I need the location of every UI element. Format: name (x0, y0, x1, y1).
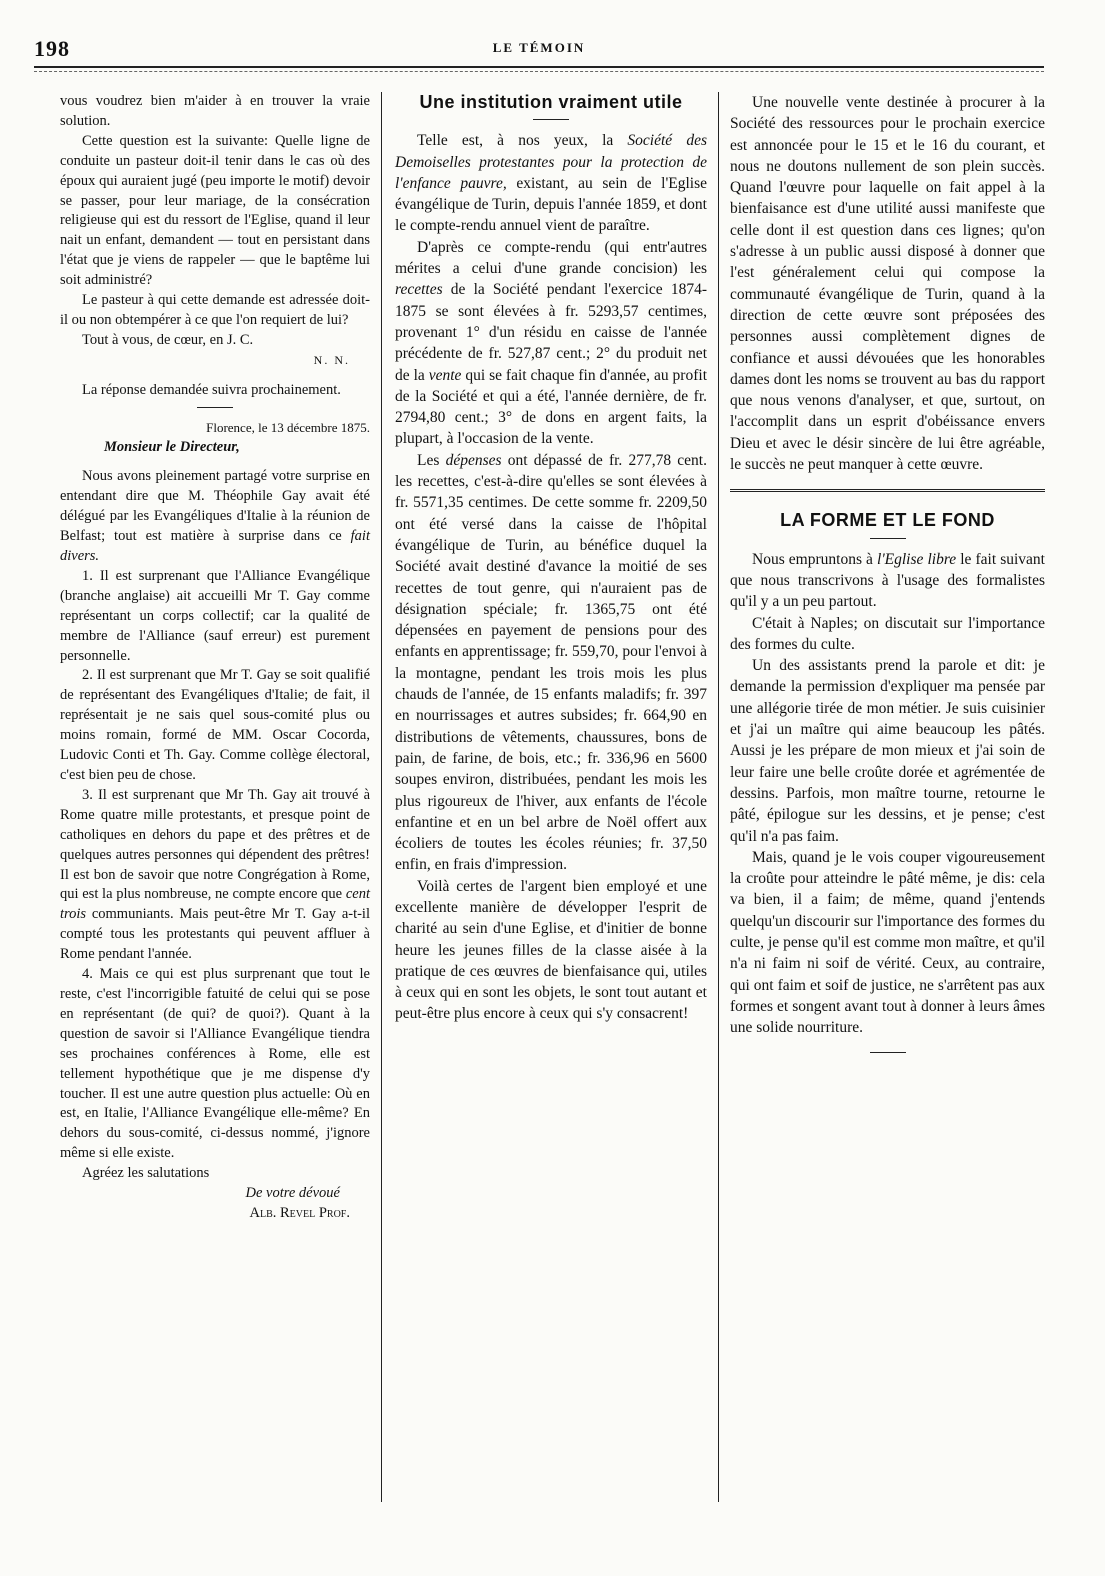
letter-salutation: Monsieur le Directeur, (104, 438, 240, 455)
paragraph: 4. Mais ce qui est plus surprenant que tout le reste, c'est l'incorrigible fatuité de celui qui se pose en représentant (de qui? de quoi?). Quant à la question de savoir si l'Alliance Evangélique tiendra ses prochaines conférences à Rome, elle est tellement hypothétique que je me dispense d'y toucher. Il est une autre question plus actuelle: Où en est, en Italie, l'Alliance Evangélique elle-même? En dehors du sous-comité, ci-dessus nommé, j'ignore même si elle existe. (60, 966, 370, 1162)
column-divider (381, 92, 382, 1502)
article-title: Une institution vraiment utile (419, 92, 683, 112)
letter-closing: De votre dévoué (245, 1185, 340, 1202)
paragraph: Mais, quand je le vois couper vigoureusement la croûte pour atteindre le pâté même, je dis: cela va bien, il a faim; de même, quand j'entends quelqu'un discourir sur l'importance des formes du culte, je pense qu'il est comme mon maître, et qu'il n'a ni faim ni soif de vérité. Ceux, au contraire, qui ont faim et soif de justice, ne s'arrêtent pas aux formes et songent avant tout à donner à leurs âmes une solide nourriture. (730, 848, 1045, 1037)
paragraph: Le pasteur à qui cette demande est adressée doit-il ou non obtempérer à ce que l'on requiert de lui? (60, 292, 370, 328)
separator (870, 538, 906, 539)
article-title: LA FORME ET LE FOND (780, 510, 995, 531)
paragraph: vous voudrez bien m'aider à en trouver la vraie solution. (60, 93, 370, 129)
journal-title: LE TÉMOIN (492, 40, 586, 55)
paragraph: Les dépenses ont dépassé de fr. 277,78 cent. les recettes, c'est-à-dire qu'elles se sont élevées à fr. 5571,35 centimes. De cette somme fr. 2209,50 ont été versé dans la caisse de l'hôpital évangélique de Turin, au bénéfice duquel la Société avait destiné d'avance la moitié de ses recettes de tout genre, qui n'auraient pas de désignation spéciale; fr. 1365,75 ont été dépensées en payement de pensions pour des enfants en apprentissage; fr. 559,70, pour l'envoi à la montagne, pendant les trois mois les plus chauds de l'année, de 15 enfants maladifs; fr. 397 en nourrissages et autres subsides; fr. 664,90 en distributions de vêtements, chaussures, bons de pain, de farine, de bois, etc.; fr. 336,96 en 5600 soupes environ, distribuées, pendant les mois les plus rigoureux de l'hiver, aux enfants de l'école enfantine et en un bel arbre de Noël offert aux écoliers de toutes les écoles réunies; fr. 37,50 enfin, en frais d'impression. (395, 451, 707, 874)
letter-signature: Alb. Revel Prof. (249, 1204, 350, 1221)
header-rule (34, 66, 1044, 72)
separator (870, 1052, 906, 1053)
separator (533, 119, 569, 120)
column-left (60, 92, 370, 1224)
paragraph: Voilà certes de l'argent bien employé et une excellente manière de développer l'esprit de charité au sein d'une Eglise, et d'initier de bonne heure les jeunes filles de la classe aisée à la pratique de ces œuvres de bienfaisance qui, utiles à ceux qui en sont les objets, le sont tout autant et peut-être plus encore à ceux qui s'y consacrent! (395, 877, 707, 1023)
paragraph: Cette question est la suivante: Quelle ligne de conduite un pasteur doit-il tenir dans le cas où des époux qui auraient jugé (peu importe le motif) devoir se passer, pour leur mariage, de la consécration religieuse qui est du ressort de l'Eglise, quand il leur nait un enfant, demandent — tout en persistant dans l'état que je viens de rappeler — que le baptême lui soit administré? (60, 132, 370, 289)
paragraph: 3. Il est surprenant que Mr Th. Gay ait trouvé à Rome quatre mille protestants, et presque point de catholiques en dehors du pape et des prêtres et de quelques autres personnes qui dépendent des prêtres! Il est bon de savoir que notre Congrégation à Rome, qui est la plus nombreuse, ne compte encore que cent trois communiants. Mais peut-être Mr T. Gay a-t-il compté tous les protestants qui peuvent affluer à Rome pendant l'année. (60, 786, 370, 963)
paragraph: C'était à Naples; on discutait sur l'importance des formes du culte. (730, 614, 1045, 653)
paragraph: 2. Il est surprenant que Mr T. Gay se soit qualifié de représentant des Evangéliques d'Italie; de fait, il représentait je ne sais quel sous-comité plus ou moins romain, formé de MM. Oscar Cocorda, Ludovic Conti et Th. Gay. Comme collège électoral, c'est bien peu de chose. (60, 667, 370, 783)
paragraph: 1. Il est surprenant que l'Alliance Evangélique (branche anglaise) ait accueilli Mr T. Gay comme représentant un corps collectif; car la qualité de membre de l'Alliance (sauf erreur) est purement personnelle. (60, 567, 370, 664)
paragraph: La réponse demandée suivra prochainement. (82, 381, 341, 398)
paragraph: Nous empruntons à l'Eglise libre le fait suivant que nous transcrivons à l'usage des formalistes qu'il y a un peu partout. (730, 550, 1045, 611)
section-rule (730, 489, 1045, 492)
letter-date: Florence, le 13 décembre 1875. (206, 419, 370, 435)
paragraph: Telle est, à nos yeux, la Société des Demoiselles protestantes pour la protection de l'enfance pauvre, existant, au sein de l'Eglise évangélique de Turin, depuis l'année 1859, et dont le compte-rendu annuel vient de paraître. (395, 132, 707, 235)
column-right (730, 92, 1045, 1063)
paragraph: Un des assistants prend la parole et dit: je demande la permission d'expliquer ma pensée par une allégorie tirée de mon métier. Je suis cuisinier et j'ai un maître qui aime beaucoup les pâtés. Aussi je les prépare de mon mieux et j'ai soin de leur faire une belle croûte dorée et agrémentée de dessins. Parfois, mon maître tourne, retourne le pâté, épilogue sur les dessins, et je pense; c'est qu'il n'a pas faim. (730, 657, 1045, 845)
page-header (34, 36, 1044, 76)
paragraph: Tout à vous, de cœur, en J. C. (82, 331, 254, 348)
column-divider (718, 92, 719, 1502)
paragraph: Nous avons pleinement partagé votre surprise en entendant dire que M. Théophile Gay avait été délégué par les Evangéliques d'Italie à la réunion de Belfast; tout est matière à surprise dans ce fait divers. (60, 468, 370, 565)
signature-initials: N. N. (313, 352, 350, 367)
column-middle (395, 92, 707, 1025)
paragraph: D'après ce compte-rendu (qui entr'autres mérites a celui d'une grande concision) les recettes de la Société pendant l'exercice 1874-1875 se sont élevées à fr. 5293,57 centimes, provenant 1° d'un résidu en caisse de l'année précédente de fr. 527,87 cent.; 2° du produit net de la vente qui se fait chaque fin d'année, au profit de la Société et qui a été, l'année dernière, de fr. 2794,80 cent.; 3° de dons en argent faits, la plupart, à l'occasion de la vente. (395, 238, 707, 448)
paragraph: Une nouvelle vente destinée à procurer à la Société des ressources pour le prochain exercice est annoncée pour le 15 et le 16 du courant, et nous ne doutons nullement de son plein succès. Quand l'œuvre pour laquelle on fait appel à la bienfaisance est d'une utilité aussi manifeste que celle dont il est question dans ces lignes; qu'on s'adresse à un public aussi disposé à donner que l'est généralement celui qui compose la communauté évangélique de Turin, quand à la direction de cette œuvre sont préposées des personnes aussi complètement dignes de confiance et aussi dévouées que les honorables dames dont les noms se trouvent au bas du rapport que nous venons d'analyser, et que, surtout, on l'accomplit dans un esprit d'obéissance envers Dieu et avec le désir sincère de lui être agréable, le succès ne peut manquer à cette œuvre. (730, 94, 1045, 474)
separator (197, 407, 233, 408)
paragraph: Agréez les salutations (82, 1165, 210, 1182)
page-number: 198 (34, 36, 70, 61)
